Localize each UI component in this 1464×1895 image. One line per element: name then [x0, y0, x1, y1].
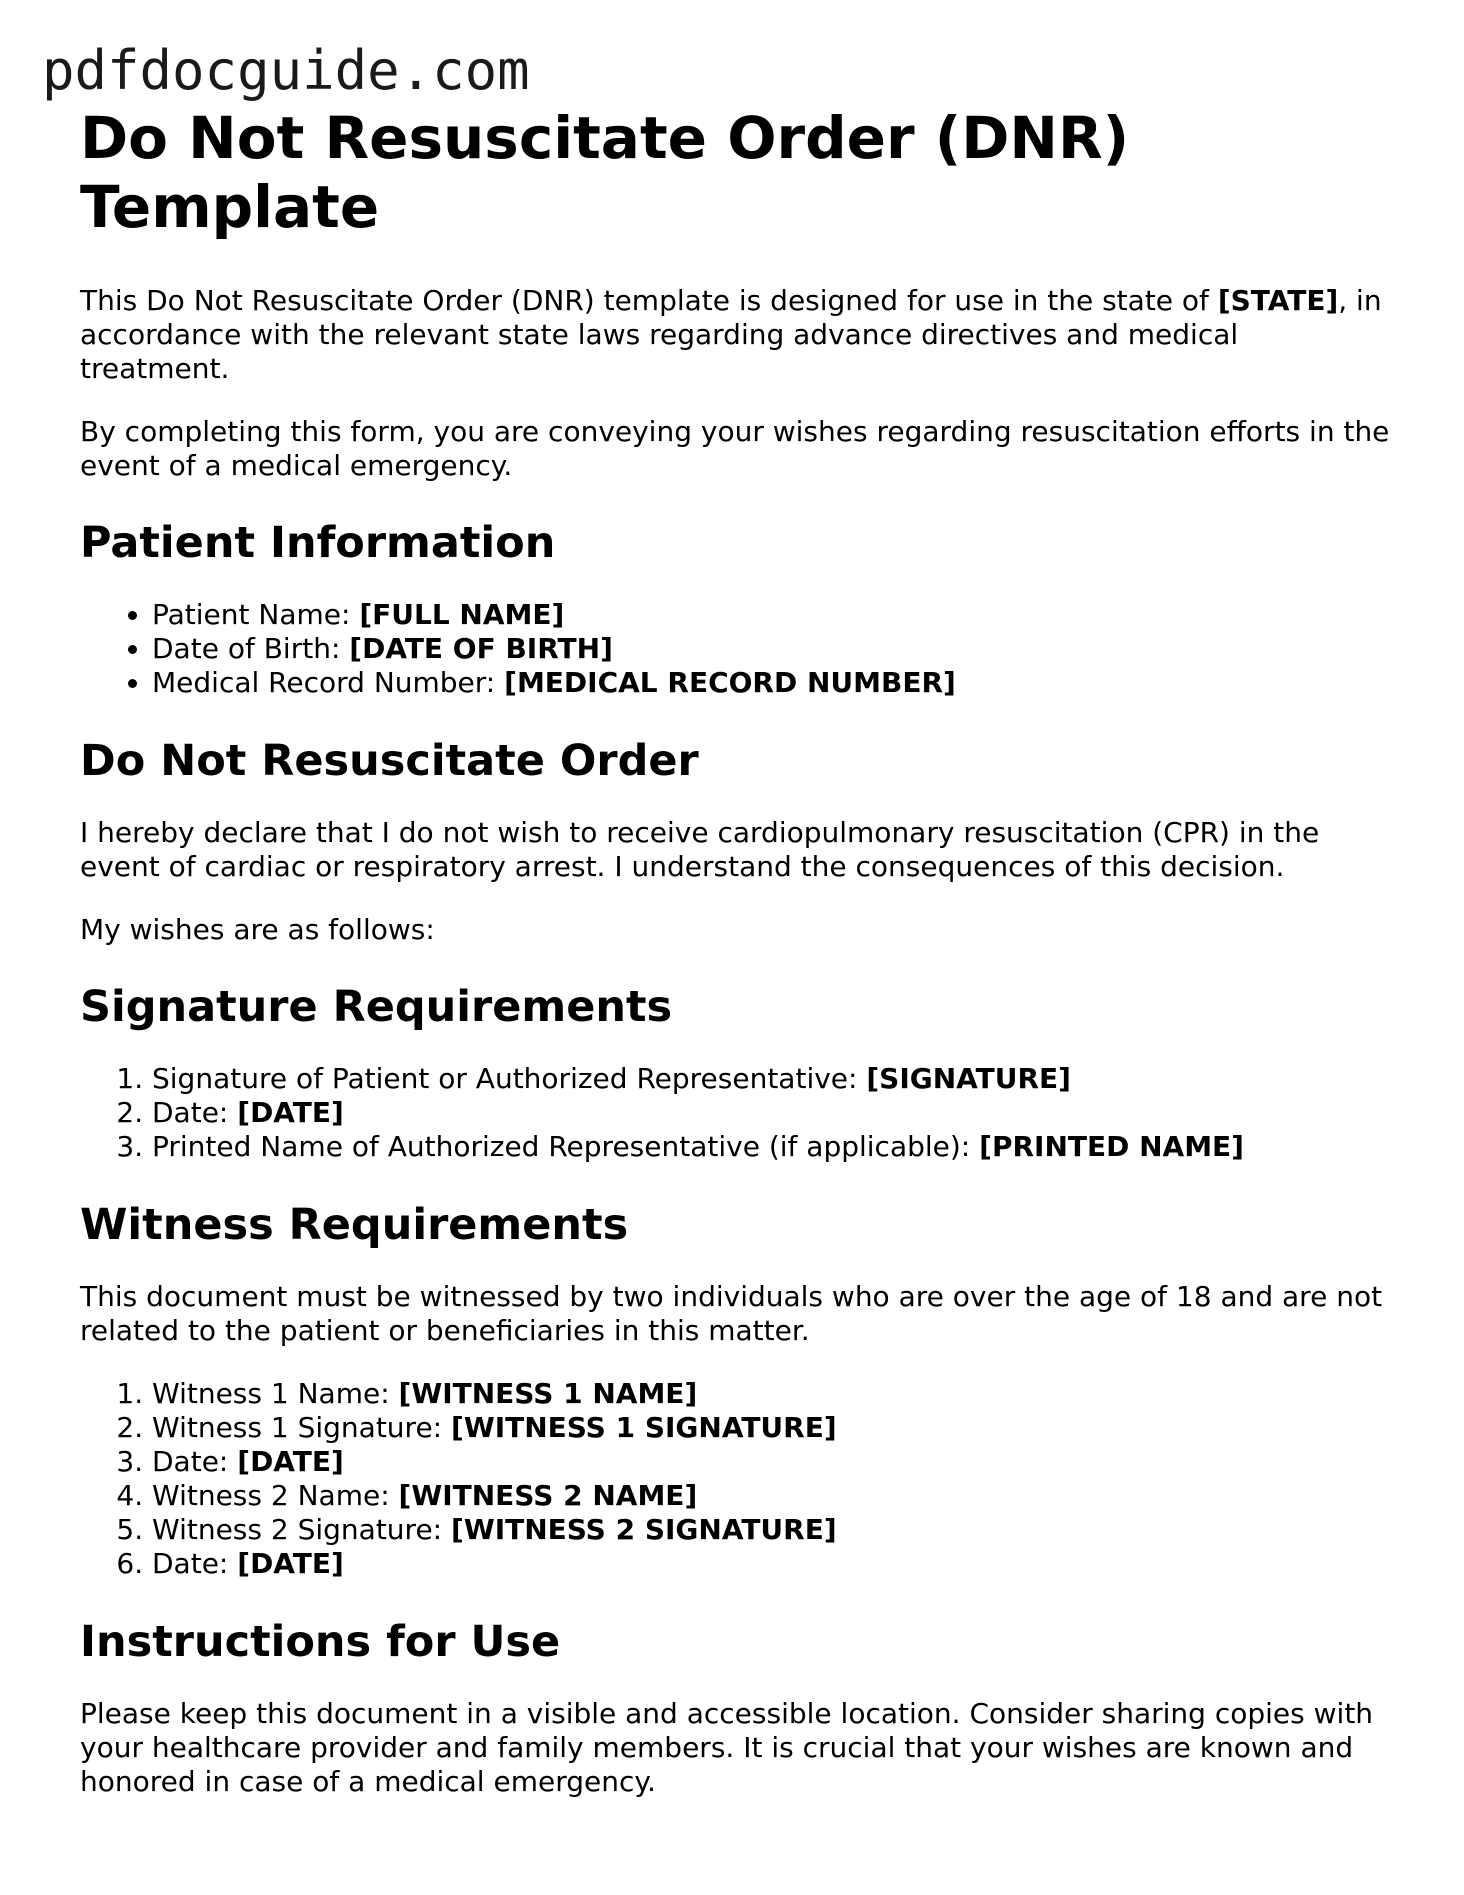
- item-label: Witness 1 Name:: [152, 1377, 399, 1410]
- instructions-body: Please keep this document in a visible and accessible location. Consider sharing copies with your healthcare provider and family members. It is crucial that your wishes are known and honored in case of a medical emergency.: [80, 1697, 1374, 1798]
- page-title: Do Not Resuscitate Order (DNR) Template: [80, 104, 1130, 241]
- item-label: Medical Record Number:: [152, 666, 505, 699]
- item-label: Printed Name of Authorized Representative (if applicable):: [152, 1130, 980, 1163]
- item-label: Patient Name:: [152, 598, 360, 631]
- section-heading-patient-info: Patient Information: [80, 518, 556, 568]
- item-placeholder: [FULL NAME]: [359, 598, 565, 631]
- section-heading-dnr-order: Do Not Resuscitate Order: [80, 736, 699, 786]
- item-label: Witness 1 Signature:: [152, 1411, 452, 1444]
- list-item: [152, 666, 1390, 700]
- list-item: [152, 1377, 1390, 1411]
- list-item: [152, 1445, 1390, 1479]
- intro-text-end: , in accordance with the relevant state laws regarding advance directives and medical treatment.: [80, 284, 1382, 385]
- item-placeholder: [WITNESS 1 SIGNATURE]: [451, 1411, 837, 1444]
- item-placeholder: [DATE]: [237, 1096, 344, 1129]
- item-label: Witness 2 Signature:: [152, 1513, 452, 1546]
- item-placeholder: [MEDICAL RECORD NUMBER]: [504, 666, 956, 699]
- witness-list: [80, 1377, 1390, 1581]
- dnr-declaration: I hereby declare that I do not wish to receive cardiopulmonary resuscitation (CPR) in the event of cardiac or respiratory arrest. I understand the consequences of this decision.: [80, 816, 1320, 883]
- list-item: [152, 632, 1390, 666]
- item-placeholder: [DATE OF BIRTH]: [349, 632, 613, 665]
- item-label: Date:: [152, 1547, 238, 1580]
- item-label: Date of Birth:: [152, 632, 350, 665]
- item-placeholder: [SIGNATURE]: [866, 1062, 1071, 1095]
- list-item: [152, 1130, 1390, 1164]
- list-item: [152, 1062, 1390, 1096]
- site-watermark: pdfdocguide.com: [42, 39, 530, 102]
- list-item: [152, 1411, 1390, 1445]
- item-label: Witness 2 Name:: [152, 1479, 399, 1512]
- patient-info-list: [80, 598, 1390, 700]
- item-label: Signature of Patient or Authorized Representative:: [152, 1062, 867, 1095]
- witness-intro: This document must be witnessed by two individuals who are over the age of 18 and are not related to the patient or beneficiaries in this matter.: [80, 1280, 1383, 1347]
- item-label: Date:: [152, 1445, 238, 1478]
- section-heading-instructions: Instructions for Use: [80, 1617, 561, 1667]
- list-item: [152, 1547, 1390, 1581]
- item-placeholder: [DATE]: [237, 1445, 344, 1478]
- section-heading-signature: Signature Requirements: [80, 982, 673, 1032]
- item-placeholder: [PRINTED NAME]: [979, 1130, 1244, 1163]
- item-placeholder: [WITNESS 1 NAME]: [398, 1377, 698, 1410]
- item-label: Date:: [152, 1096, 238, 1129]
- list-item: [152, 1096, 1390, 1130]
- list-item: [152, 598, 1390, 632]
- state-placeholder: [STATE]: [1217, 284, 1339, 317]
- document: [80, 104, 1390, 1828]
- list-item: [152, 1479, 1390, 1513]
- item-placeholder: [DATE]: [237, 1547, 344, 1580]
- intro-paragraph-2: By completing this form, you are conveying your wishes regarding resuscitation efforts in the event of a medical emergency.: [80, 415, 1390, 482]
- dnr-wishes: My wishes are as follows:: [80, 913, 435, 946]
- intro-paragraph: [80, 284, 1390, 386]
- signature-list: [80, 1062, 1390, 1164]
- section-heading-witness: Witness Requirements: [80, 1200, 629, 1250]
- item-placeholder: [WITNESS 2 SIGNATURE]: [451, 1513, 837, 1546]
- intro-text-start: This Do Not Resuscitate Order (DNR) template is designed for use in the state of: [80, 284, 1218, 317]
- list-item: [152, 1513, 1390, 1547]
- item-placeholder: [WITNESS 2 NAME]: [398, 1479, 698, 1512]
